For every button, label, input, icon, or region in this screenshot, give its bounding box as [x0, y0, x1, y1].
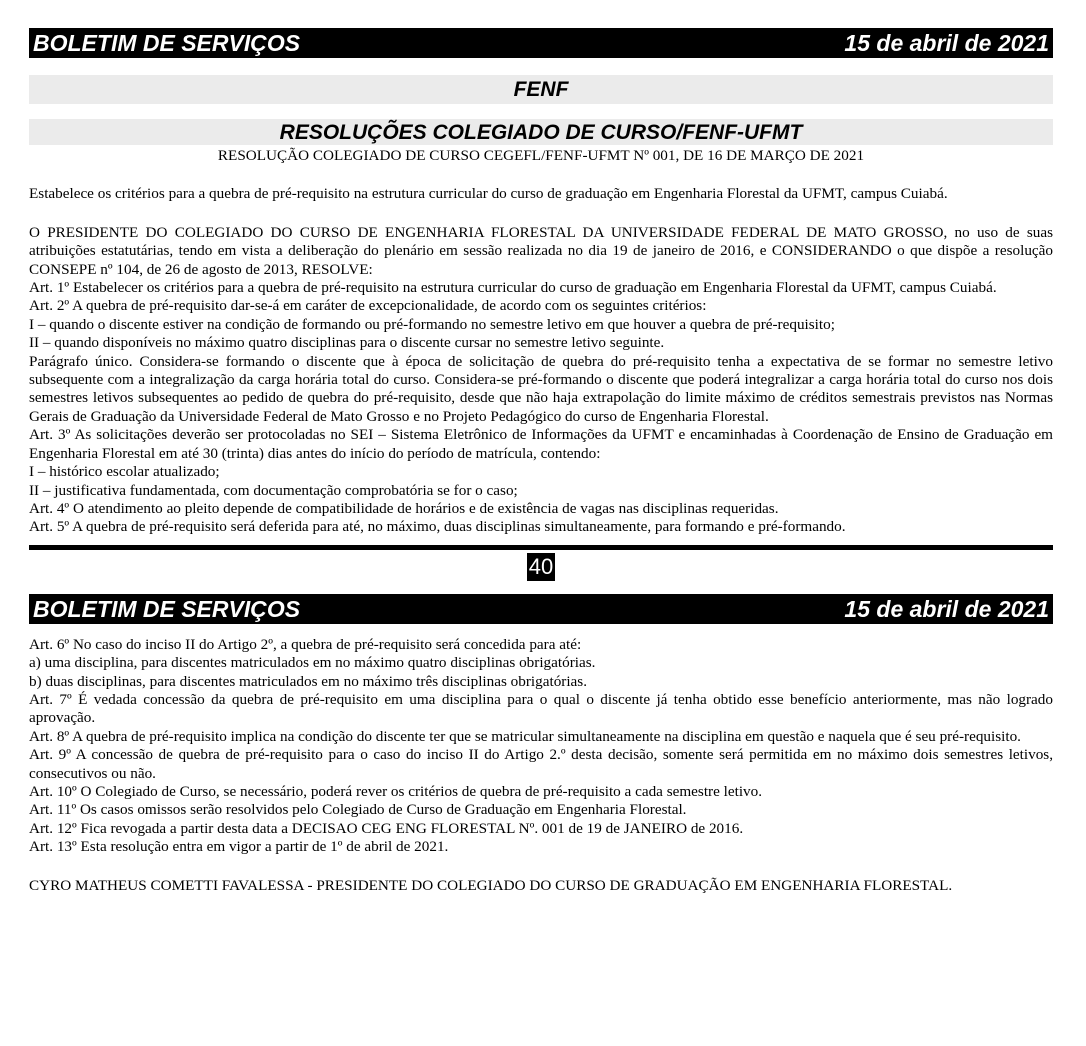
paragraph: Art. 3º As solicitações deverão ser protocoladas no SEI – Sistema Eletrônico de Informações da UFMT e encaminhadas à Coordenação de Ensino de Graduação em Engenharia Florestal em até 30 (trinta) dias antes do início do período de matrícula, contendo: — [29, 426, 1053, 462]
bulletin-title: BOLETIM DE SERVIÇOS — [33, 595, 301, 622]
paragraph: I – histórico escolar atualizado; — [29, 463, 220, 481]
paragraph: Art. 9º A concessão de quebra de pré-requisito para o caso do inciso II do Artigo 2.º desta decisão, somente será permitida em no máximo dois semestres letivos, consecutivos ou não. — [29, 746, 1053, 782]
ementa: Estabelece os critérios para a quebra de pré-requisito na estrutura curricular do curso de graduação em Engenharia Florestal da UFMT, campus Cuiabá. — [29, 185, 948, 203]
preamble: O PRESIDENTE DO COLEGIADO DO CURSO DE ENGENHARIA FLORESTAL DA UNIVERSIDADE FEDERAL DE MATO GROSSO, no uso de suas atribuições estatutárias, tendo em vista a deliberação do plenário em sessão realizada no dia 19 de janeiro de 2016, e CONSIDERANDO o que dispõe a resolução CONSEPE nº 104, de 26 de agosto de 2013, RESOLVE: — [29, 223, 1053, 278]
paragraph: II – quando disponíveis no máximo quatro disciplinas para o discente cursar no semestre letivo seguinte. — [29, 334, 665, 352]
paragraph: I – quando o discente estiver na condição de formando ou pré-formando no semestre letivo em que houver a quebra de pré-requisito; — [29, 315, 835, 333]
bulletin-date: 15 de abril de 2021 — [844, 30, 1049, 56]
page2-body — [29, 636, 1053, 857]
paragraph: Art. 11º Os casos omissos serão resolvidos pelo Colegiado de Curso de Graduação em Engenharia Florestal. — [29, 801, 687, 819]
paragraph: Art. 13º Esta resolução entra em vigor a partir de 1º de abril de 2021. — [29, 838, 449, 856]
paragraph: II – justificativa fundamentada, com documentação comprobatória se for o caso; — [29, 481, 518, 499]
paragraph: b) duas disciplinas, para discentes matriculados em no máximo três disciplinas obrigatórias. — [29, 672, 588, 690]
paragraph: Art. 7º É vedada concessão da quebra de pré-requisito em uma disciplina para o qual o discente já tenha obtido esse benefício anteriormente, mas não logrado aprovação. — [29, 690, 1053, 727]
bulletin-title: BOLETIM DE SERVIÇOS — [33, 30, 301, 56]
paragraph: Art. 8º A quebra de pré-requisito implica na condição do discente ter que se matricular simultaneamente na disciplina em questão e naquela que é seu pré-requisito. — [29, 727, 1021, 745]
paragraph: Art. 6º No caso do inciso II do Artigo 2º, a quebra de pré-requisito será concedida para até: — [29, 635, 582, 653]
paragraph: Art. 1º Estabelecer os critérios para a quebra de pré-requisito na estrutura curricular do curso de graduação em Engenharia Florestal da UFMT, campus Cuiabá. — [29, 279, 997, 297]
resolutions-title: RESOLUÇÕES COLEGIADO DE CURSO/FENF-UFMT — [29, 119, 1053, 145]
paragraph: Parágrafo único. Considera-se formando o discente que à época de solicitação de quebra do pré-requisito tenha a expectativa de se formar no semestre letivo subsequente com a integralização da carga horária total do curso. Considera-se pré-formando o discente que poderá integralizar a carga horária total do curso nos dois semestres letivos subsequentes ao pedido de quebra do pré-requisito, desde que não haja extrapolação do limite máximo de créditos semestrais previstos nas Normas Gerais de Graduação da Universidade Federal de Mato Grosso e no Projeto Pedagógico do curso de Engenharia Florestal. — [29, 352, 1053, 425]
page-divider — [29, 545, 1053, 550]
resolution-subtitle: RESOLUÇÃO COLEGIADO DE CURSO CEGEFL/FENF-UFMT Nº 001, DE 16 DE MARÇO DE 2021 — [217, 147, 865, 164]
paragraph: Art. 2º A quebra de pré-requisito dar-se-á em caráter de excepcionalidade, de acordo com os seguintes critérios: — [29, 297, 707, 315]
page-number: 40 — [528, 553, 554, 579]
paragraph: Art. 5º A quebra de pré-requisito será deferida para até, no máximo, duas disciplinas simultaneamente, para formando e pré-formando. — [29, 518, 846, 536]
paragraph: Art. 4º O atendimento ao pleito depende de compatibilidade de horários e de existência de vagas nas disciplinas requeridas. — [29, 499, 779, 517]
paragraph: a) uma disciplina, para discentes matriculados em no máximo quatro disciplinas obrigatórias. — [29, 654, 596, 672]
paragraph: Art. 10º O Colegiado de Curso, se necessário, poderá rever os critérios de quebra de pré-requisito a cada semestre letivo. — [29, 782, 763, 800]
bulletin-header-2 — [29, 594, 1053, 624]
page-number-wrap — [29, 553, 1053, 582]
page1-body — [29, 279, 1053, 537]
paragraph: Art. 12º Fica revogada a partir desta data a DECISAO CEG ENG FLORESTAL Nº. 001 de 19 de JANEIRO de 2016. — [29, 819, 744, 837]
bulletin-header — [29, 28, 1053, 58]
document-page — [29, 28, 1053, 895]
bulletin-date: 15 de abril de 2021 — [844, 595, 1049, 622]
section-title: FENF — [29, 75, 1053, 104]
signature: CYRO MATHEUS COMETTI FAVALESSA - PRESIDENTE DO COLEGIADO DO CURSO DE GRADUAÇÃO EM ENGENHARIA FLORESTAL. — [29, 876, 953, 894]
